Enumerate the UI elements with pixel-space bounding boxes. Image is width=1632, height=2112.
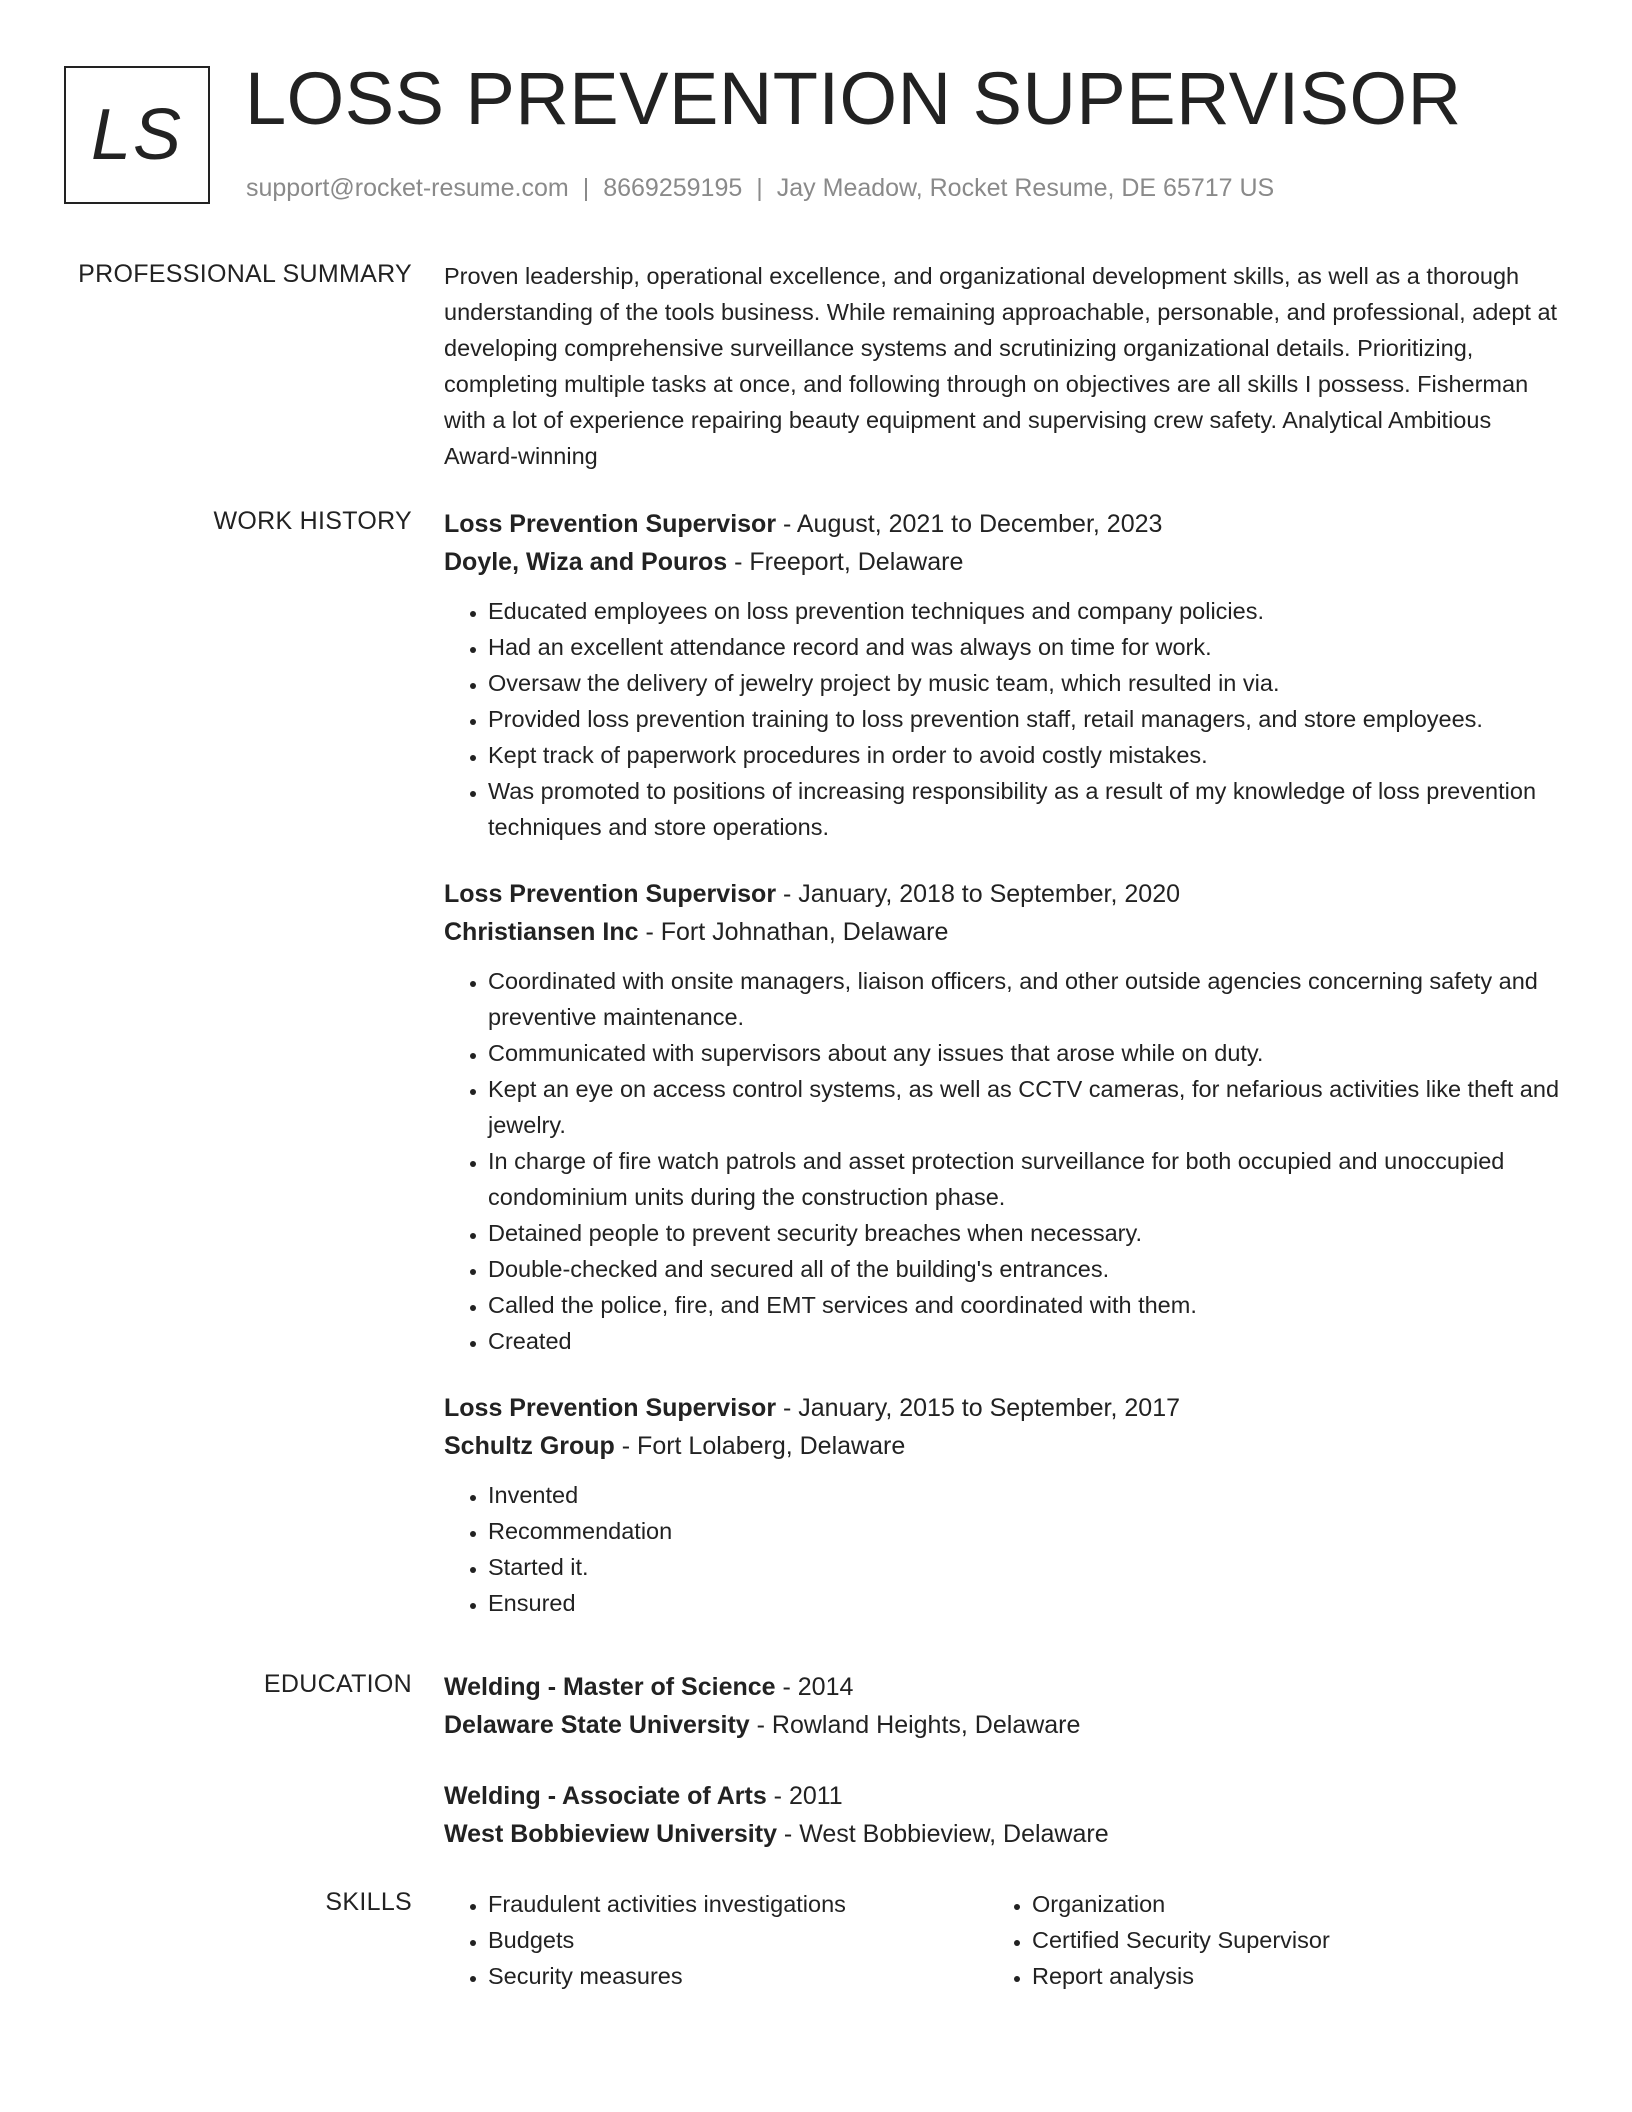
skill-item: • Report analysis (1032, 1958, 1532, 1994)
contact-address: Jay Meadow, Rocket Resume, DE 65717 US (776, 174, 1275, 202)
job-bullet: • Kept track of paperwork procedures in order to avoid costly mistakes. (488, 737, 1560, 773)
skill-item: • Organization (1032, 1886, 1532, 1922)
education-school: Delaware State University (444, 1711, 750, 1739)
job-bullet: • Had an excellent attendance record and was always on time for work. (488, 629, 1560, 665)
resume-name: LOSS PREVENTION SUPERVISOR (245, 57, 1462, 140)
education-school: West Bobbieview University (444, 1820, 777, 1848)
education-entry (444, 1668, 1560, 1744)
job-bullets (444, 1477, 1560, 1621)
job-bullet: • Oversaw the delivery of jewelry project by music team, which resulted in via. (488, 665, 1560, 701)
education-school-line (444, 1706, 1560, 1744)
job-entry (444, 875, 1560, 1359)
job-company: Doyle, Wiza and Pouros (444, 548, 728, 576)
contact-separator: | (582, 174, 590, 202)
education-school-line (444, 1815, 1560, 1853)
section-title-work-history: WORK HISTORY (213, 507, 412, 535)
section-title-education: EDUCATION (263, 1670, 412, 1698)
job-dates: - January, 2018 to September, 2020 (776, 880, 1181, 908)
job-bullet: • Provided loss prevention training to loss prevention staff, retail managers, and store employees. (488, 701, 1560, 737)
job-bullet: • Ensured (488, 1585, 1560, 1621)
skills-columns (444, 1886, 1560, 1994)
contact-separator: | (756, 174, 763, 202)
contact-line (246, 173, 1274, 203)
job-company: Christiansen Inc (444, 918, 639, 946)
skill-item: • Security measures (488, 1958, 988, 1994)
education-degree: Welding - Associate of Arts (444, 1782, 767, 1810)
summary-body (444, 258, 1560, 474)
skill-item: • Budgets (488, 1922, 988, 1958)
job-bullet: • In charge of fire watch patrols and asset protection surveillance for both occupied and unoccupied condominium units during the construction phase. (488, 1143, 1560, 1215)
education-location: - Rowland Heights, Delaware (749, 1711, 1081, 1739)
skills-list-left (444, 1886, 988, 1994)
education-degree-line (444, 1668, 1560, 1706)
section-title-summary: PROFESSIONAL SUMMARY (78, 260, 412, 288)
monogram-initials: LS (90, 95, 184, 175)
summary-text: Proven leadership, operational excellence, and organizational development skills, as well as a thorough understanding of the tools business. While remaining approachable, personable, and professional, adept at developing comprehensive surveillance systems and scrutinizing organizational details. Prioritizing, completing multiple tasks at once, and following through on objectives are all skills I possess. Fisherman with a lot of experience repairing beauty equipment and supervising crew safety. Analytical Ambitious Award-winning (444, 263, 1558, 469)
skill-item: • Fraudulent activities investigations (488, 1886, 988, 1922)
job-company: Schultz Group (444, 1432, 615, 1460)
job-entry (444, 505, 1560, 845)
job-location: - Fort Johnathan, Delaware (638, 918, 949, 946)
job-company-line (444, 913, 1560, 951)
job-bullet: • Coordinated with onsite managers, liaison officers, and other outside agencies concerning safety and preventive maintenance. (488, 963, 1560, 1035)
monogram-logo (64, 66, 210, 204)
job-bullet: • Double-checked and secured all of the building's entrances. (488, 1251, 1560, 1287)
job-company-line (444, 1427, 1560, 1465)
job-bullet: • Communicated with supervisors about any issues that arose while on duty. (488, 1035, 1560, 1071)
job-location: - Fort Lolaberg, Delaware (614, 1432, 906, 1460)
contact-phone[interactable]: 8669259195 (603, 174, 743, 202)
job-bullet: • Recommendation (488, 1513, 1560, 1549)
contact-email[interactable]: support@rocket-resume.com (246, 174, 569, 202)
job-entry (444, 1389, 1560, 1621)
job-company-line (444, 543, 1560, 581)
education-degree-line (444, 1777, 1560, 1815)
education-degree: Welding - Master of Science (444, 1673, 776, 1701)
job-role: Loss Prevention Supervisor (444, 880, 777, 908)
skills-body (444, 1886, 1560, 1994)
education-year: - 2011 (766, 1782, 843, 1810)
skill-item: • Certified Security Supervisor (1032, 1922, 1532, 1958)
job-bullet: • Invented (488, 1477, 1560, 1513)
job-title-line (444, 505, 1560, 543)
job-bullet: • Started it. (488, 1549, 1560, 1585)
job-location: - Freeport, Delaware (727, 548, 964, 576)
education-entry (444, 1777, 1560, 1853)
work-history-body (444, 505, 1560, 1621)
job-bullets (444, 593, 1560, 845)
education-body (444, 1668, 1560, 1853)
job-title-line (444, 875, 1560, 913)
job-dates: - August, 2021 to December, 2023 (776, 510, 1163, 538)
job-bullet: • Educated employees on loss prevention techniques and company policies. (488, 593, 1560, 629)
section-title-skills: SKILLS (325, 1888, 412, 1916)
job-role: Loss Prevention Supervisor (444, 1394, 777, 1422)
skills-list-right (988, 1886, 1532, 1994)
job-bullet: • Kept an eye on access control systems, as well as CCTV cameras, for nefarious activities like theft and jewelry. (488, 1071, 1560, 1143)
job-dates: - January, 2015 to September, 2017 (776, 1394, 1181, 1422)
job-role: Loss Prevention Supervisor (444, 510, 777, 538)
job-title-line (444, 1389, 1560, 1427)
job-bullet: • Detained people to prevent security breaches when necessary. (488, 1215, 1560, 1251)
education-location: - West Bobbieview, Delaware (776, 1820, 1109, 1848)
job-bullet: • Called the police, fire, and EMT services and coordinated with them. (488, 1287, 1560, 1323)
job-bullet: • Created (488, 1323, 1560, 1359)
education-year: - 2014 (775, 1673, 854, 1701)
job-bullet: • Was promoted to positions of increasing responsibility as a result of my knowledge of loss prevention techniques and store operations. (488, 773, 1560, 845)
job-bullets (444, 963, 1560, 1359)
